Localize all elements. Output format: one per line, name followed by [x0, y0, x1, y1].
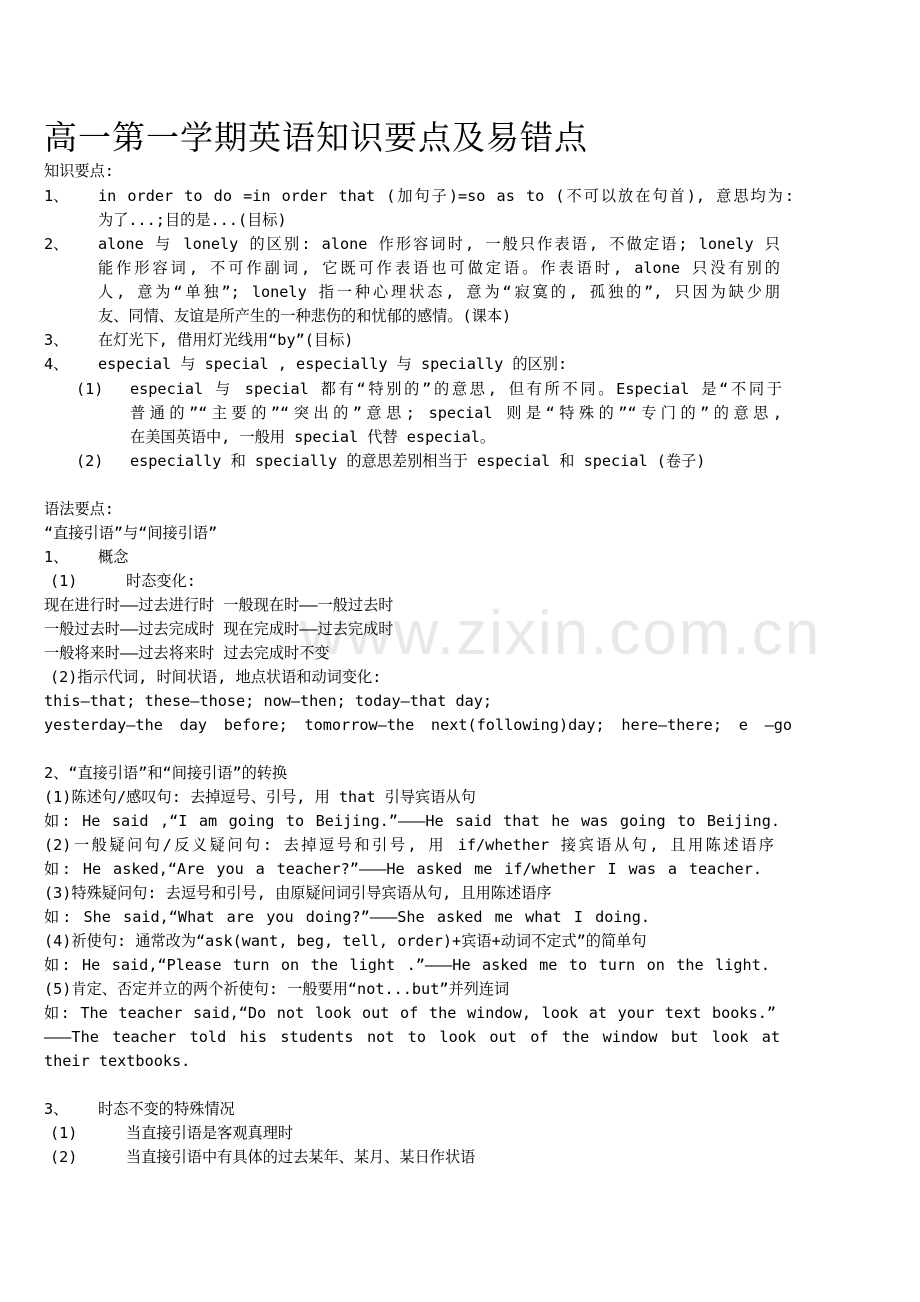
item-text: 能作形容词, 不可作副词, 它既可作表语也可做定语。作表语时, alone 只没有别的	[98, 259, 780, 277]
conversion-line: 如: He said ,“I am going to Beijing.”———He said that he was going to Beijing.	[44, 812, 780, 830]
section-heading: 2、“直接引语”和“间接引语”的转换	[44, 764, 288, 782]
grammar-topic: “直接引语”与“间接引语”	[44, 524, 218, 542]
change-line: yesterday—the day before; tomorrow—the next(following)day; here—there; e —go	[44, 716, 792, 734]
conversion-line: their textbooks.	[44, 1052, 191, 1070]
sub-item-label: 时态变化:	[126, 572, 196, 590]
conversion-line: ———The teacher told his students not to look out of the window but look at	[44, 1028, 780, 1046]
page-title: 高一第一学期英语知识要点及易错点	[44, 118, 588, 157]
sub-item-number: (2)	[50, 1148, 78, 1166]
sub-item-number: (1)	[50, 1124, 78, 1142]
section-number: 3、	[44, 1100, 69, 1118]
item-number: 4、	[44, 355, 69, 373]
tense-row: 一般将来时——过去将来时 过去完成时不变	[44, 644, 330, 662]
tense-row: 现在进行时——过去进行时 一般现在时——一般过去时	[44, 596, 394, 614]
item-text: in order to do =in order that (加句子)=so as to (不可以放在句首), 意思均为:	[98, 187, 794, 205]
item-number: 2、	[44, 235, 69, 253]
item-text: 人, 意为“单独”; lonely 指一种心理状态, 意为“寂寞的, 孤独的”, 只因为缺少朋	[98, 283, 780, 301]
grammar-heading: 语法要点:	[44, 500, 114, 518]
conversion-line: (4)祈使句: 通常改为“ask(want, beg, tell, order)+宾语+动词不定式”的简单句	[44, 932, 647, 950]
sub-item-label: (2)指示代词, 时间状语, 地点状语和动词变化:	[50, 668, 382, 686]
conversion-line: 如: He asked,“Are you a teacher?”———He asked me if/whether I was a teacher.	[44, 860, 762, 878]
conversion-line: (2)一般疑问句/反义疑问句: 去掉逗号和引号, 用 if/whether 接宾语从句, 且用陈述语序	[44, 836, 774, 854]
sub-item-number: (1)	[50, 572, 78, 590]
item-text: 为了...;目的是...(目标)	[98, 211, 287, 229]
sub-item-text: 在美国英语中, 一般用 special 代替 especial。	[130, 428, 496, 446]
sub-item-text: especial 与 special 都有“特别的”的意思, 但有所不同。Especial 是“不同于	[130, 380, 782, 398]
item-text: especial 与 special , especially 与 specially 的区别:	[98, 355, 568, 373]
item-number: 3、	[44, 331, 69, 349]
conversion-line: 如: She said,“What are you doing?”———She asked me what I doing.	[44, 908, 650, 926]
section-label: 概念	[98, 548, 129, 566]
item-text: alone 与 lonely 的区别: alone 作形容词时, 一般只作表语, 不做定语; lonely 只	[98, 235, 780, 253]
conversion-line: 如: The teacher said,“Do not look out of the window, look at your text books.”	[44, 1004, 776, 1022]
change-line: this—that; these—those; now—then; today—that day;	[44, 692, 493, 710]
knowledge-heading: 知识要点:	[44, 162, 114, 180]
item-text: 在灯光下, 借用灯光线用“by”(目标)	[98, 331, 354, 349]
section-number: 1、	[44, 548, 69, 566]
tense-row: 一般过去时——过去完成时 现在完成时——过去完成时	[44, 620, 394, 638]
sub-item-number: (1)	[76, 380, 104, 398]
conversion-line: (3)特殊疑问句: 去逗号和引号, 由原疑问词引导宾语从句, 且用陈述语序	[44, 884, 552, 902]
conversion-line: 如: He said,“Please turn on the light .”———He asked me to turn on the light.	[44, 956, 770, 974]
section-label: 时态不变的特殊情况	[98, 1100, 235, 1118]
sub-item-label: 当直接引语是客观真理时	[126, 1124, 294, 1142]
item-number: 1、	[44, 187, 69, 205]
sub-item-text: especially 和 specially 的意思差别相当于 especial 和 special (卷子)	[130, 452, 706, 470]
watermark: www.zixin.com.cn	[300, 599, 822, 668]
conversion-line: (5)肯定、否定并立的两个祈使句: 一般要用“not...but”并列连词	[44, 980, 510, 998]
sub-item-number: (2)	[76, 452, 104, 470]
sub-item-label: 当直接引语中有具体的过去某年、某月、某日作状语	[126, 1148, 476, 1166]
sub-item-text: 普通的”“主要的”“突出的”意思; special 则是“特殊的”“专门的”的意思,	[130, 404, 782, 422]
item-text: 友、同情、友谊是所产生的一种悲伤的和忧郁的感情。(课本)	[98, 307, 512, 325]
conversion-line: (1)陈述句/感叹句: 去掉逗号、引号, 用 that 引导宾语从句	[44, 788, 476, 806]
